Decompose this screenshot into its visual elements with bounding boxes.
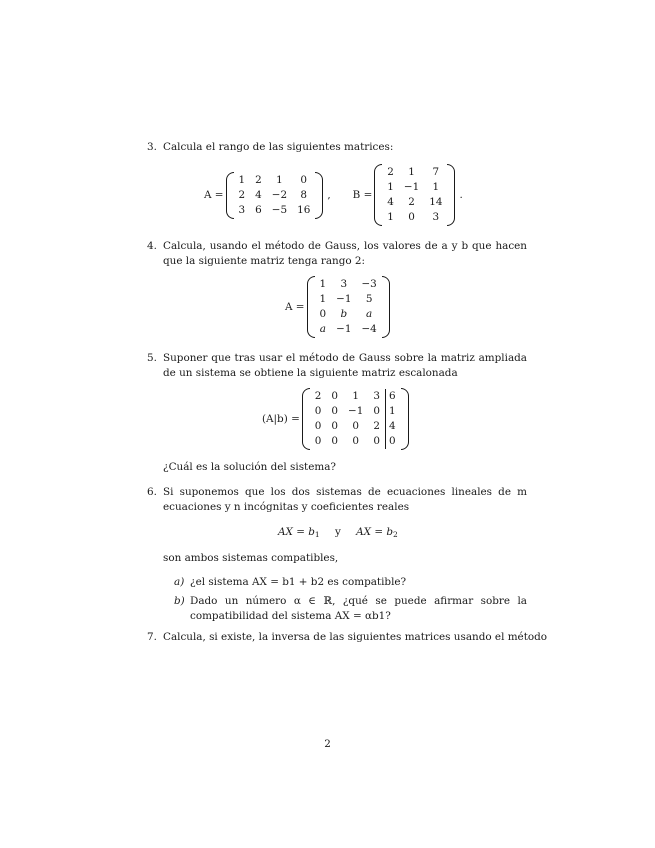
matrix-cell: 0 [373,435,380,447]
comma: , [327,188,331,201]
matrix-equation-p4 [285,276,390,338]
subitem-text: ¿el sistema AX = b1 + b2 es compatible? [190,576,407,588]
matrix-cell: 0 [373,405,380,417]
matrix-cell: 3 [373,390,380,402]
matrix-cell: 7 [432,166,440,178]
matrix-cell: 0 [331,435,339,447]
matrix-cell: 0 [352,420,359,432]
matrix-row [310,389,401,404]
matrix-cell: 0 [408,211,415,223]
matrix-a-label: A = [285,300,305,313]
matrix-row [315,322,382,337]
matrix-cell: −4 [361,323,377,335]
matrix-row [315,277,382,292]
equation-2-sub: 2 [393,530,398,539]
matrix-cell: 0 [319,308,327,320]
problem-text: Suponer que tras usar el método de Gauss sobre la matriz ampliada de un sistema se obtiene la siguiente matriz escalonada [163,352,527,379]
problem-text: Calcula el rango de las siguientes matrices: [163,141,394,153]
matrix-row [382,210,447,225]
period: . [459,188,463,201]
matrix-cell: 0 [385,434,400,449]
problem-number: 7. [147,631,157,643]
problem-5-question: ¿Cuál es la solución del sistema? [163,461,336,473]
matrix-row [315,307,382,322]
matrix-cell: 3 [238,203,246,216]
matrix-cell: 5 [365,293,373,305]
matrix-cell: 14 [429,196,443,208]
matrix-row [315,292,382,307]
matrix-cell: 2 [314,390,322,402]
matrix-a [226,172,324,219]
problem-number: 4. [147,240,157,252]
matrix-cell: 2 [255,173,262,186]
matrix-cell: 4 [385,419,400,434]
matrix-cell: −5 [271,203,288,216]
matrix-cell: 4 [387,196,394,208]
matrix-cell: a [366,308,373,320]
augmented-matrix [302,388,409,450]
matrix-row [382,165,447,180]
matrix-row [310,434,401,449]
page-number: 2 [324,738,331,750]
matrix-cell: −3 [361,278,377,290]
matrix-cell: 3 [432,211,440,223]
matrix-cell: 0 [314,405,322,417]
matrix-cell: 2 [387,166,394,178]
matrix-cell: 1 [319,293,327,305]
matrix-cell: 2 [373,420,380,432]
matrix-cell: 1 [238,173,246,186]
matrix-cell: 1 [387,181,394,193]
equation-2: AX = b [356,526,394,538]
matrix-cell: a [319,323,326,335]
problem-6-after: son ambos sistemas compatibles, [163,552,339,564]
subitem-label: a) [174,576,185,588]
matrix-cell: 0 [331,405,339,417]
matrix-cell: 8 [300,188,308,201]
matrix-cell: 1 [352,390,359,402]
matrix-cell: 0 [300,173,308,186]
matrix-cell: −1 [403,181,420,193]
matrix-cell: 6 [385,389,400,404]
matrix-cell: 16 [297,203,311,216]
matrix-cell: −1 [336,323,352,335]
problem-number: 6. [147,486,157,498]
matrix-row [382,180,447,195]
matrix-equation-p3 [204,164,467,226]
matrix-row [234,173,316,188]
matrix-cell: −2 [271,188,288,201]
augmented-matrix-label: (A|b) = [262,412,300,425]
problem-6 [147,485,527,515]
matrix-cell: 0 [314,435,322,447]
subitem-text: Dado un número α ∈ ℝ, ¿qué se puede afirmar sobre la compatibilidad del sistema AX = αb1? [190,595,527,622]
matrix-cell: 0 [331,390,339,402]
matrix-a-label: A = [204,188,224,201]
matrix-cell: 1 [387,211,394,223]
matrix-a [307,276,390,338]
subitem-label: b) [174,595,185,607]
matrix-cell: 1 [432,181,440,193]
matrix-cell: 1 [385,404,400,419]
matrix-b [374,164,455,226]
problem-number: 5. [147,352,157,364]
matrix-row [234,188,316,203]
matrix-cell: 3 [340,278,348,290]
matrix-row [310,404,401,419]
matrix-cell: −1 [348,405,364,417]
matrix-cell: 1 [408,166,415,178]
equation-1-sub: 1 [314,530,320,539]
problem-5 [147,351,527,381]
matrix-row [234,203,316,218]
matrix-cell: 6 [255,203,262,216]
problem-number: 3. [147,141,157,153]
matrix-row [310,419,401,434]
matrix-cell: 4 [255,188,262,201]
problem-text: Calcula, si existe, la inversa de las siguientes matrices usando el método [163,631,548,643]
systems-equations [278,525,398,542]
problem-text: Si suponemos que los dos sistemas de ecuaciones lineales de m ecuaciones y n incógnitas y coeficientes reales [163,486,527,513]
problem-7 [147,630,548,645]
matrix-cell: 1 [319,278,327,290]
matrix-equation-p5 [262,388,409,450]
connector: y [334,526,341,538]
matrix-cell: 1 [276,173,283,186]
matrix-b-label: B = [352,188,373,201]
matrix-cell: 0 [352,435,359,447]
matrix-cell: −1 [336,293,352,305]
matrix-cell: 2 [408,196,415,208]
problem-4 [147,239,527,269]
matrix-cell: b [340,308,348,320]
subitem-a [174,575,527,590]
matrix-cell: 0 [314,420,322,432]
subitem-b [174,594,527,624]
equation-1: AX = b [278,526,315,538]
problem-3 [147,140,527,155]
matrix-row [382,195,447,210]
matrix-cell: 0 [331,420,339,432]
matrix-cell: 2 [238,188,246,201]
problem-text: Calcula, usando el método de Gauss, los valores de a y b que hacen que la siguiente matriz tenga rango 2: [163,240,527,267]
